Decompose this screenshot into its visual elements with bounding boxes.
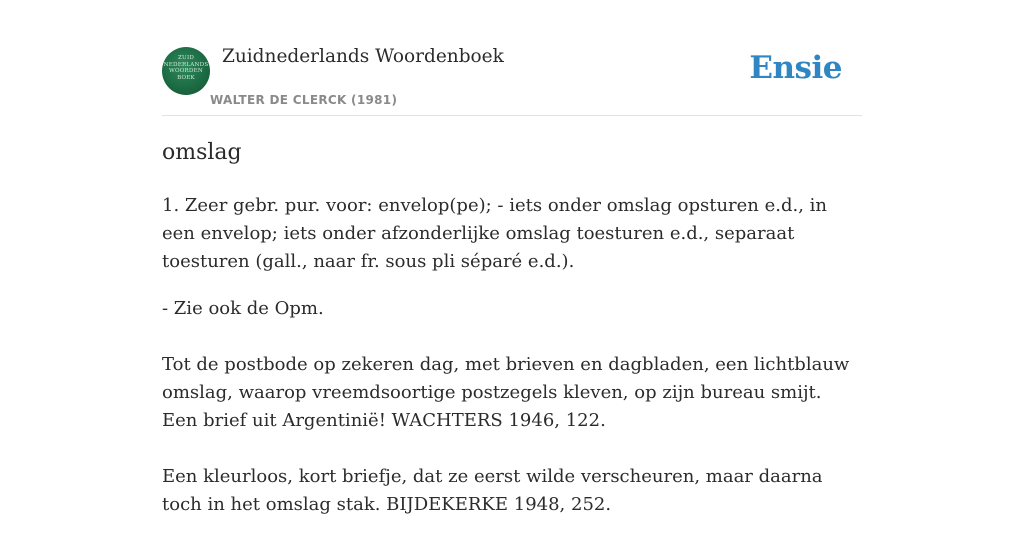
entry-quote: Een kleurloos, kort briefje, dat ze eerst wilde verscheuren, maar daarna toch in het omslag stak. BIJDEKERKE 1948, 252. [162, 466, 823, 515]
entry-headword: omslag [162, 140, 242, 165]
ensie-logo-link[interactable]: Ensie [749, 50, 842, 86]
entry-quote: Tot de postbode op zekeren dag, met brieven en dagbladen, een lichtblauw omslag, waarop vreemdsoortige postzegels kleven, op zijn bureau smijt. Een brief uit Argentinië! WACHTERS 1946, 122. [162, 354, 850, 431]
entry-definition: 1. Zeer gebr. pur. voor: envelop(pe); - iets onder omslag opsturen e.d., in een envelop; iets onder afzonderlijke omslag toesturen e.d., separaat toesturen (gall., naar fr. sous pli séparé e.d.). [162, 195, 828, 272]
logo-lettering: ZUID NEDERLANDS WOORDEN BOEK [163, 55, 209, 81]
dictionary-logo[interactable] [162, 47, 210, 95]
entry-body [162, 192, 862, 547]
dictionary-title[interactable]: Zuidnederlands Woordenboek [222, 46, 504, 67]
dictionary-header [162, 0, 862, 116]
page [162, 0, 862, 515]
dictionary-author: WALTER DE CLERCK (1981) [210, 93, 398, 107]
entry-see-also: - Zie ook de Opm. [162, 298, 324, 319]
